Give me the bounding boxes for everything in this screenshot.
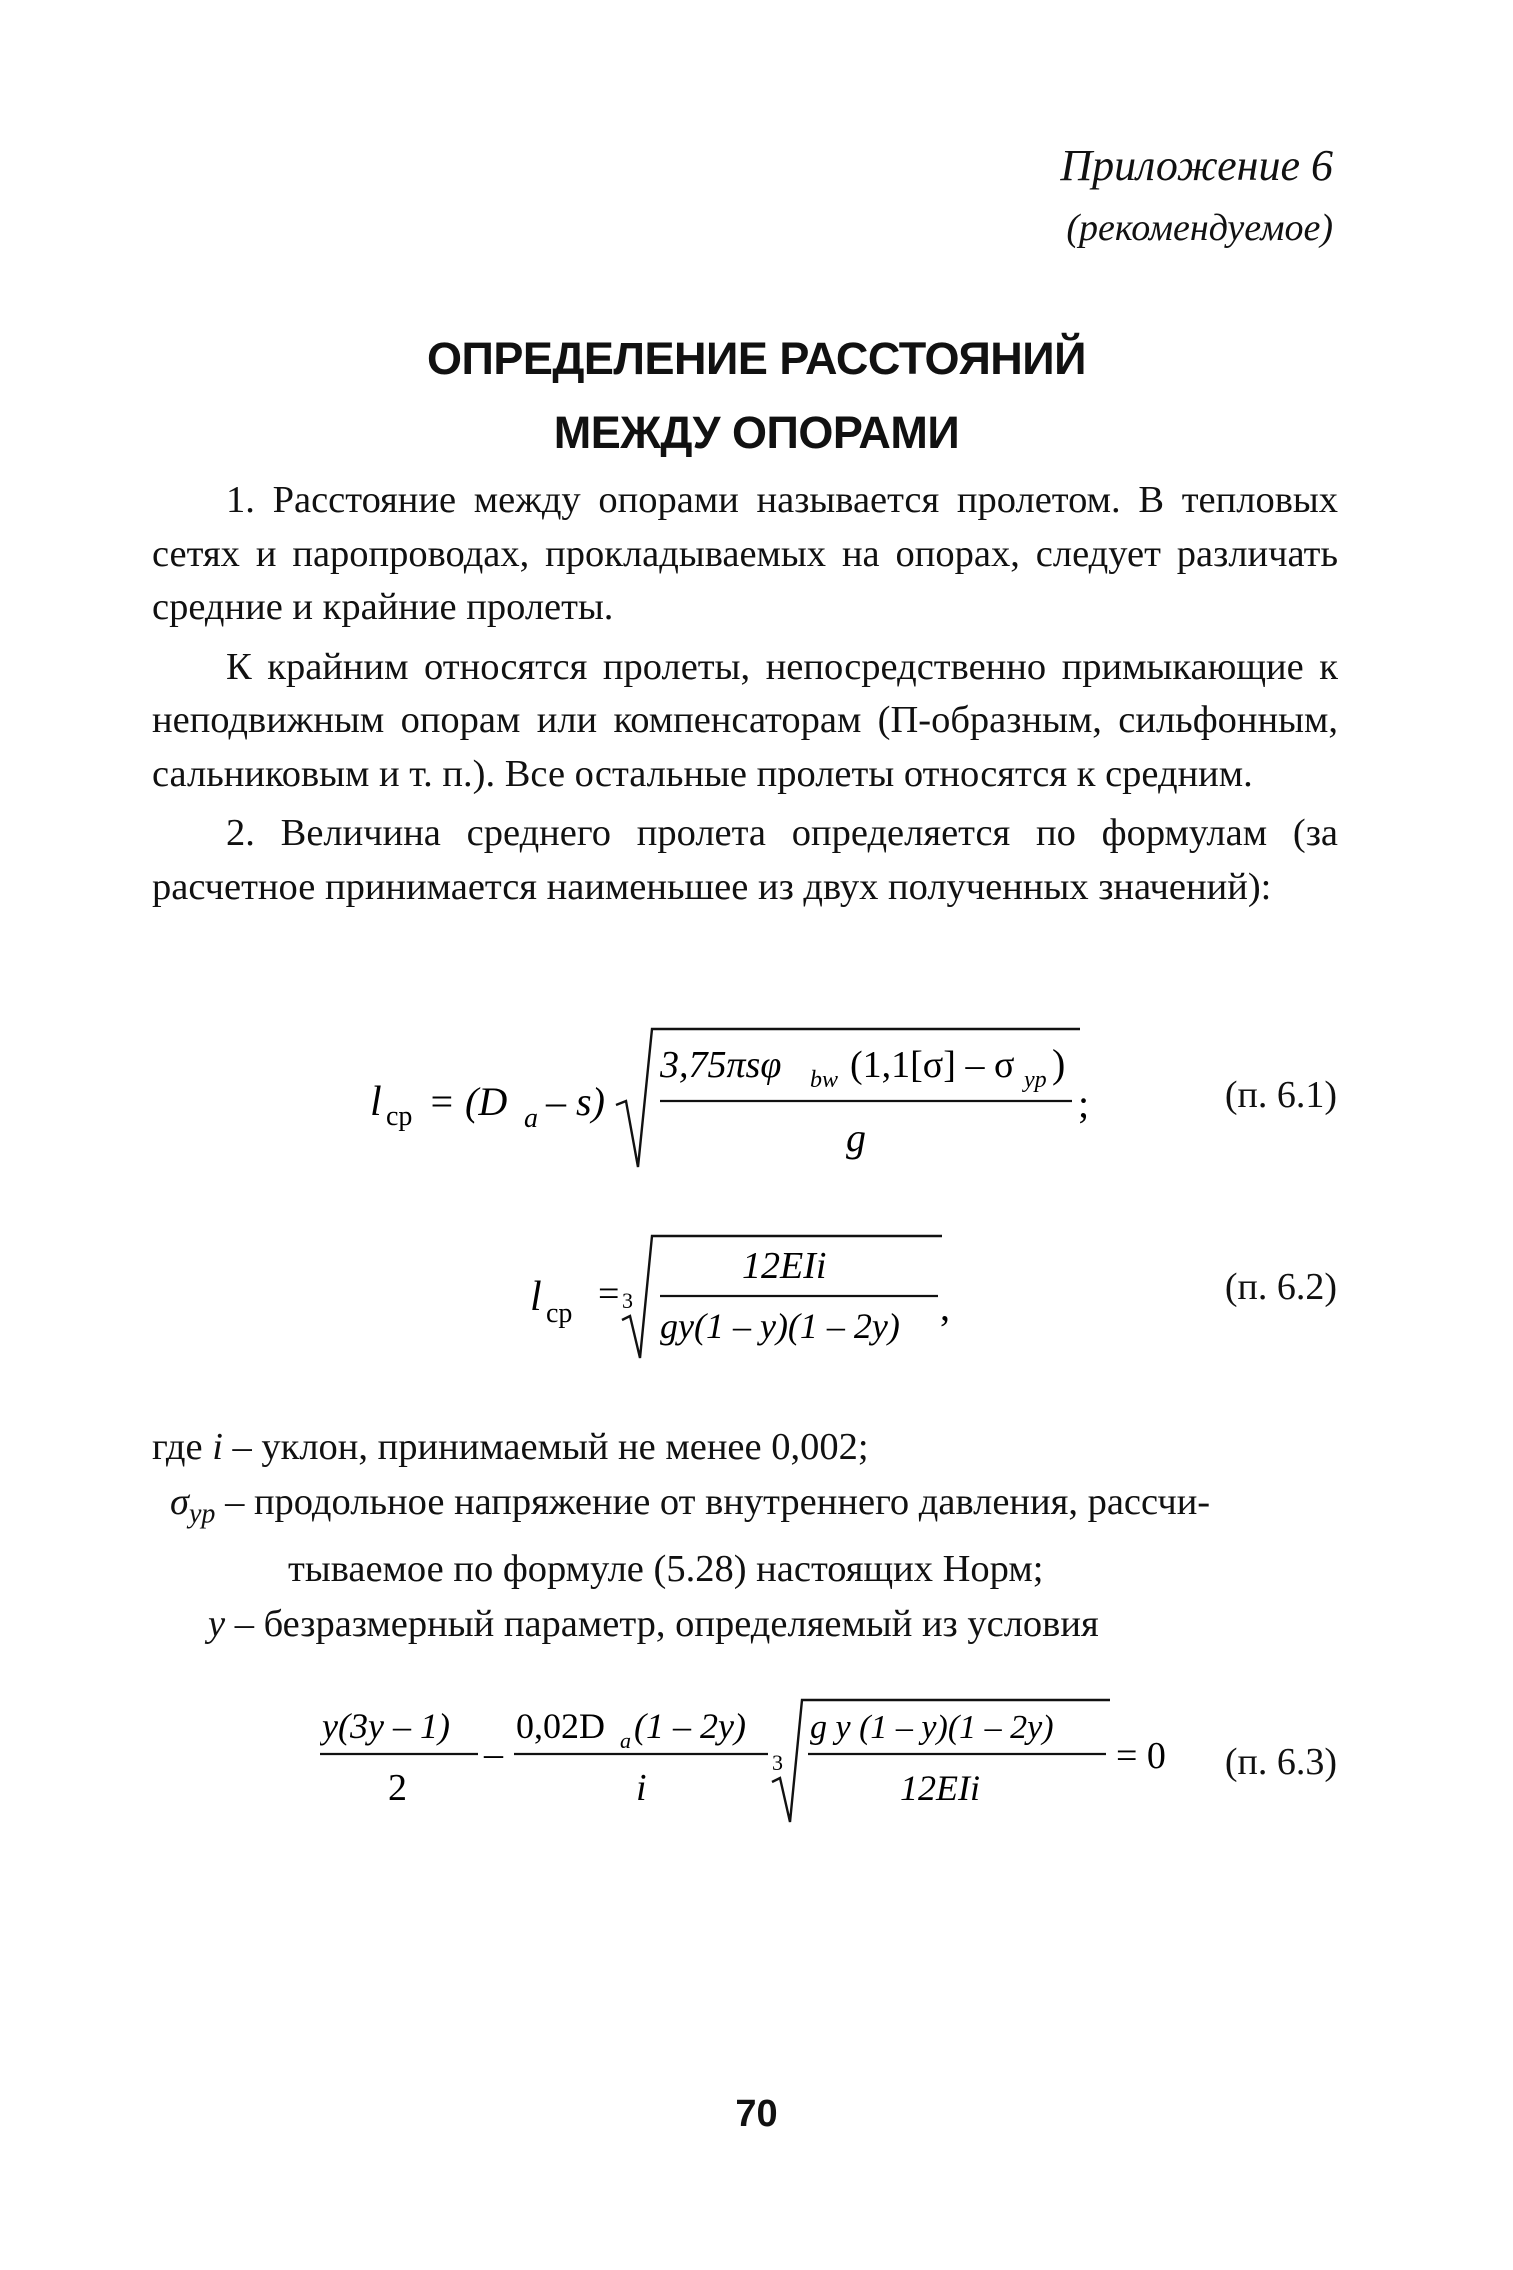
- y-symbol: y: [208, 1602, 226, 1645]
- f3-t1-denominator: 2: [388, 1767, 407, 1809]
- f3-t2-denominator: i: [636, 1767, 647, 1809]
- definition-i: [152, 1420, 1342, 1475]
- f2-lhs-sub: ср: [546, 1298, 573, 1329]
- f2-root-index: 3: [622, 1288, 633, 1313]
- formula-6-2: [530, 1228, 990, 1368]
- f3-t2-numerator-tail: (1 – 2y): [634, 1706, 746, 1746]
- paragraph-2: К крайним относятся пролеты, непосредственно примыкающие к неподвижным опорам или компенсаторам (П-образным, сильфонным, сальниковым и т. п.). Все остальные пролеты относятся к средним.: [152, 645, 1338, 795]
- f1-numerator: 3,75πsφ: [660, 1044, 782, 1086]
- f2-lhs: l: [530, 1274, 542, 1320]
- formula-6-1: [370, 1015, 1090, 1180]
- page-title-line-1: ОПРЕДЕЛЕНИЕ РАССТОЯНИЙ: [426, 333, 1086, 384]
- where-intro: где: [152, 1426, 203, 1468]
- page-title: [0, 322, 1513, 470]
- sigma-symbol: σ: [170, 1481, 189, 1523]
- f2-end: ,: [940, 1284, 950, 1329]
- f1-numerator-sub: bw: [810, 1067, 839, 1093]
- f2-numerator: 12EIi: [742, 1245, 827, 1287]
- f3-root-index: 3: [772, 1750, 783, 1775]
- body-text: [152, 474, 1338, 920]
- f2-denominator: gy(1 – y)(1 – 2y): [660, 1306, 900, 1346]
- f3-rhs: = 0: [1116, 1735, 1166, 1777]
- f3-minus: –: [484, 1733, 503, 1775]
- definition-sigma: [152, 1475, 1342, 1542]
- sigma-subscript: yp: [189, 1498, 216, 1530]
- f3-t2-numerator-sub: a: [620, 1728, 631, 1753]
- f3-root-numerator: g y (1 – y)(1 – 2y): [810, 1709, 1054, 1746]
- page-title-line-2: МЕЖДУ ОПОРАМИ: [553, 407, 960, 458]
- appendix-status: (рекомендуемое): [1066, 207, 1333, 249]
- f1-lhs-sub: ср: [386, 1101, 413, 1132]
- f1-numerator-tail: (1,1[σ] – σ: [850, 1044, 1015, 1086]
- f3-t2-numerator: 0,02D: [516, 1706, 605, 1746]
- f1-factor: = (D: [428, 1079, 508, 1124]
- equation-number-6-1: (п. 6.1): [1224, 1074, 1337, 1116]
- variable-definitions: [152, 1420, 1342, 1652]
- f1-end: ;: [1078, 1081, 1090, 1126]
- f1-numerator-close: ): [1052, 1041, 1066, 1086]
- sigma-definition-2: тываемое по формуле (5.28) настоящих Норм;: [288, 1547, 1044, 1590]
- i-definition: – уклон, принимаемый не менее 0,002;: [232, 1426, 869, 1468]
- formula-6-3: [320, 1690, 1220, 1830]
- f1-denominator: g: [846, 1115, 866, 1160]
- equation-number-6-2: (п. 6.2): [1224, 1266, 1337, 1308]
- f3-t1-numerator: y(3y – 1): [322, 1706, 450, 1746]
- paragraph-1: 1. Расстояние между опорами называется пролетом. В тепловых сетях и паропроводах, прокладываемых на опорах, следует различать средние и крайние пролеты.: [152, 479, 1338, 628]
- page-number: 70: [735, 2093, 778, 2135]
- i-symbol: i: [212, 1426, 223, 1468]
- f3-root-denominator: 12EIi: [900, 1768, 980, 1808]
- equation-number-6-3: (п. 6.3): [1224, 1741, 1337, 1783]
- f1-numerator-tail-sub: yp: [1024, 1067, 1047, 1093]
- appendix-heading: [1060, 138, 1333, 253]
- definition-y: [152, 1597, 1342, 1652]
- sigma-definition-1: – продольное напряжение от внутреннего давления, рассчи-: [225, 1481, 1211, 1523]
- f1-factor-sub: a: [524, 1103, 538, 1134]
- f1-factor-tail: – s): [546, 1079, 605, 1124]
- paragraph-3: 2. Величина среднего пролета определяется по формулам (за расчетное принимается наименьшее из двух полученных значений):: [152, 812, 1338, 908]
- y-definition: – безразмерный параметр, определяемый из условия: [234, 1602, 1099, 1645]
- appendix-label: Приложение 6: [1060, 141, 1333, 190]
- f1-lhs: l: [370, 1079, 382, 1125]
- f2-eq: =: [598, 1273, 620, 1315]
